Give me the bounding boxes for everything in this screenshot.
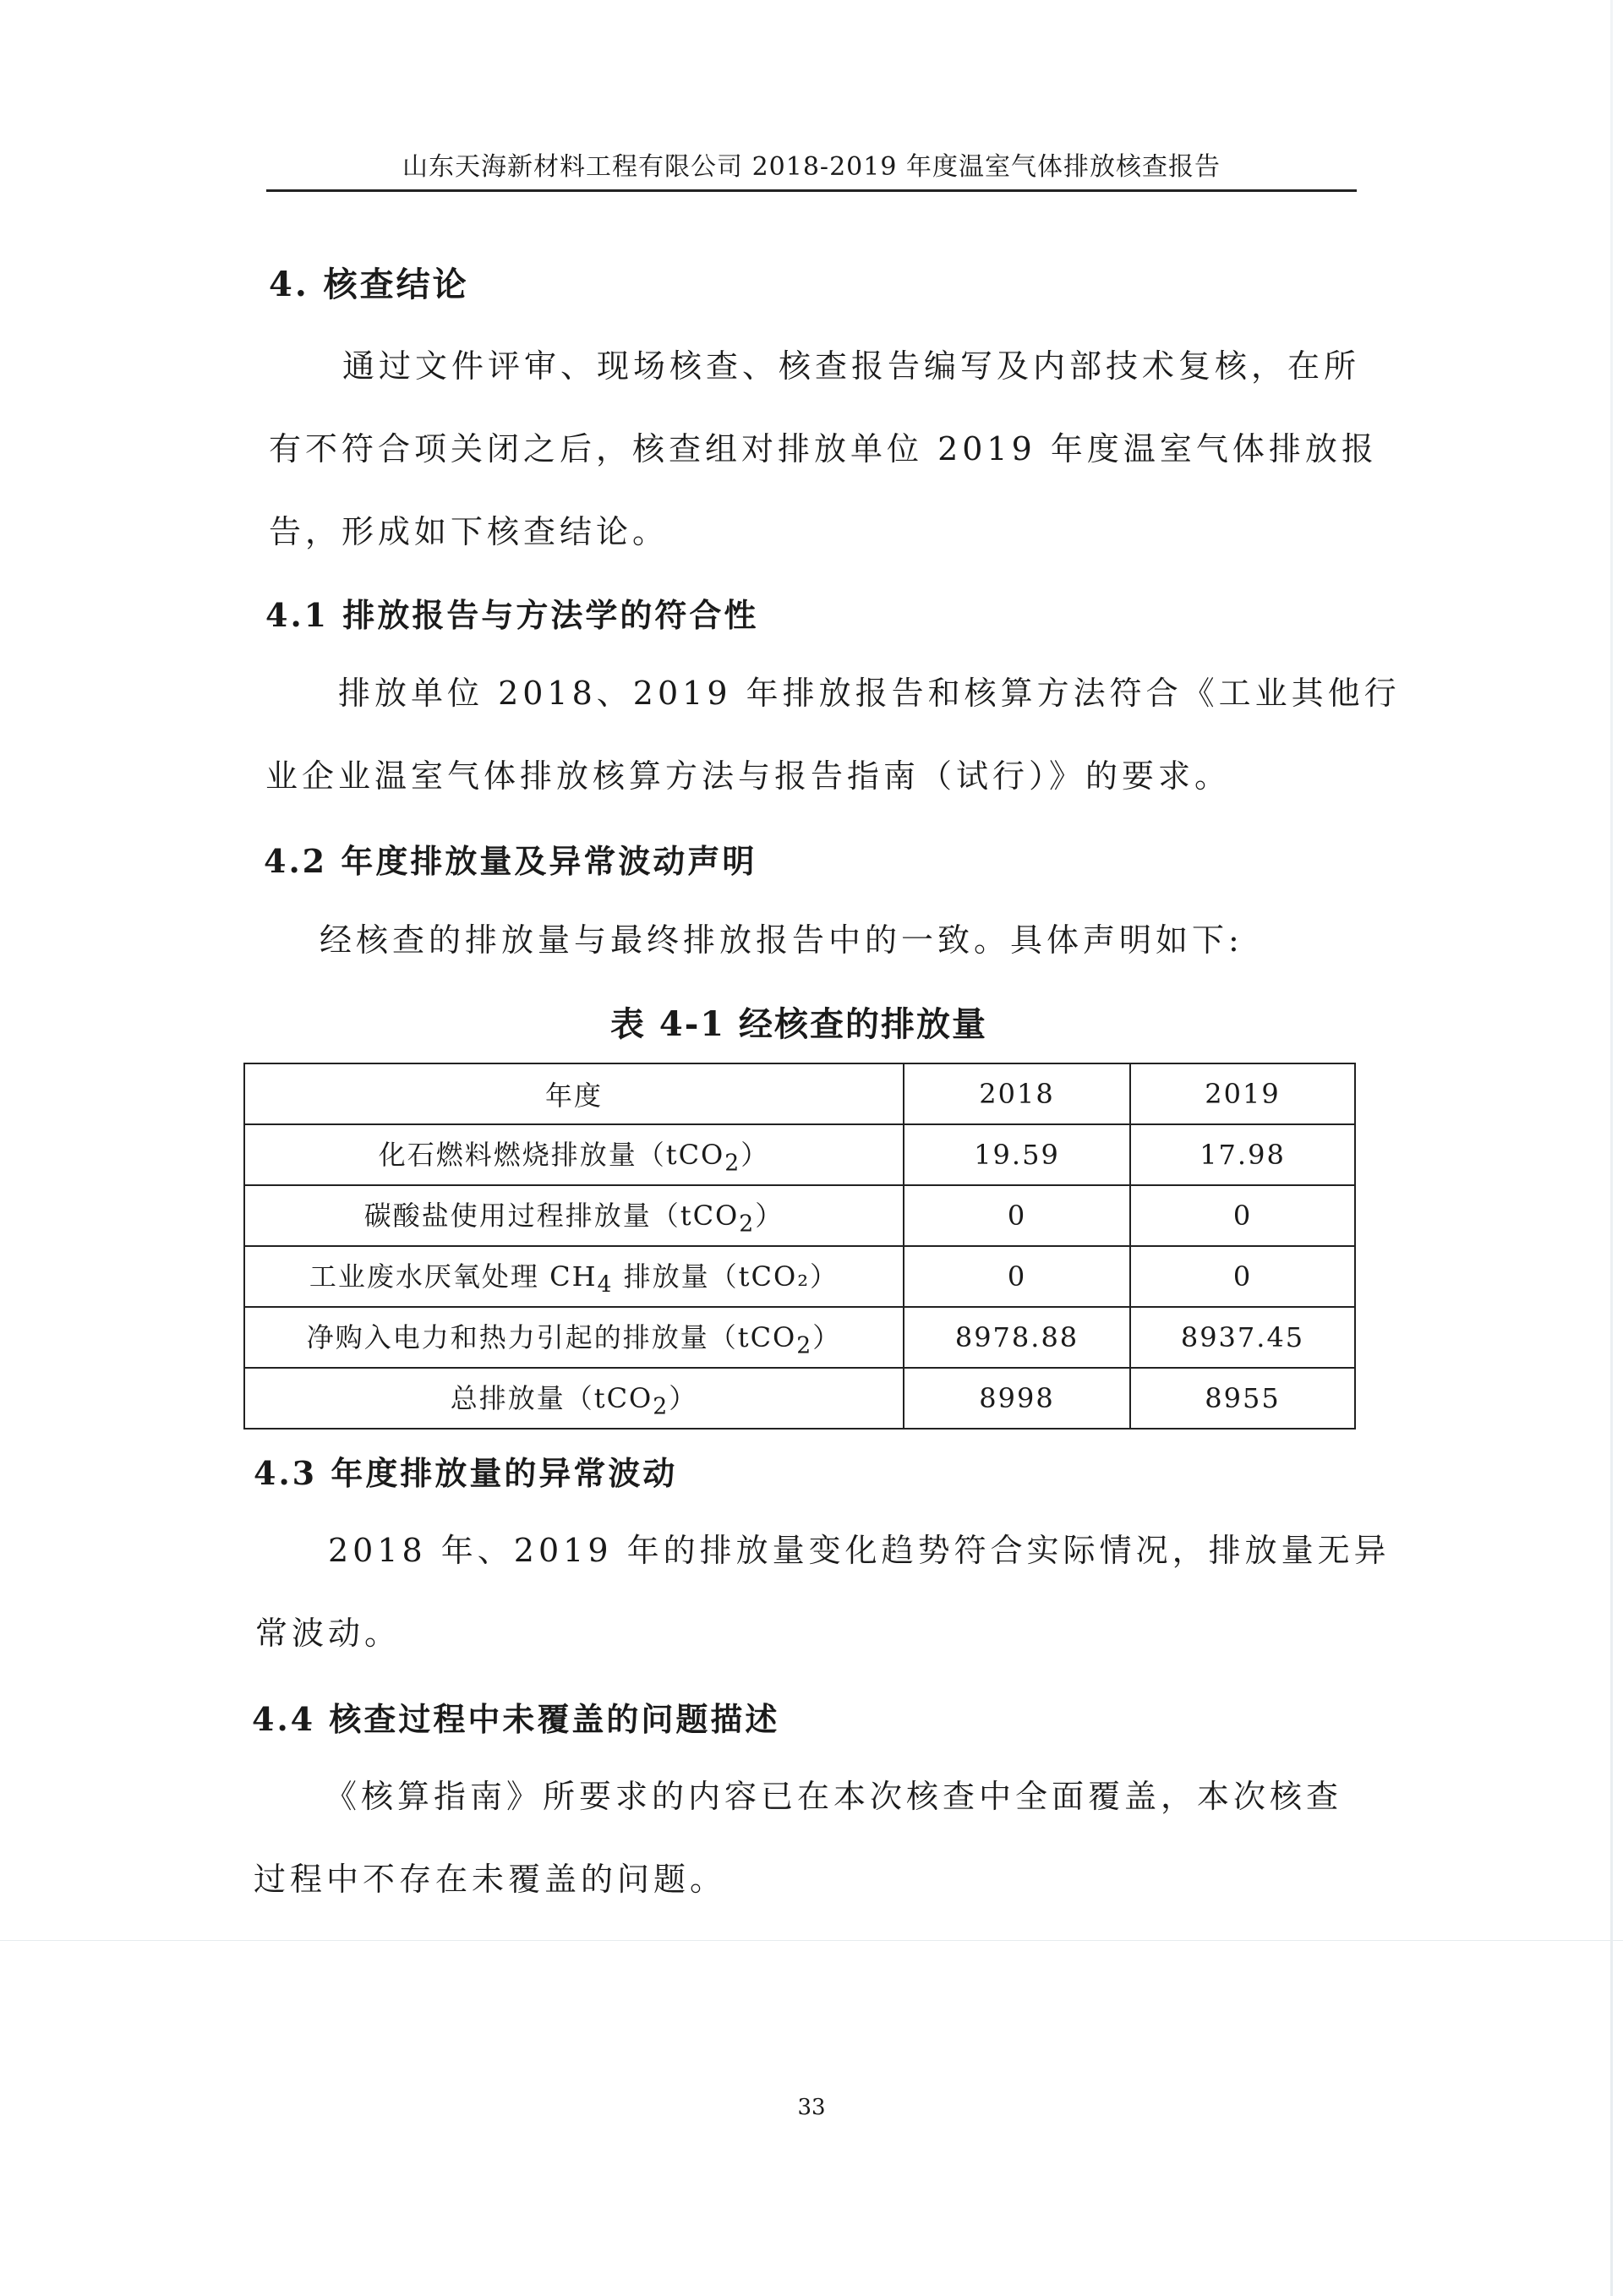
table-row xyxy=(244,1246,1355,1307)
section-4-line-1: 通过文件评审、现场核查、核查报告编写及内部技术复核，在所 xyxy=(342,347,1361,385)
row-label: 净购入电力和热力引起的排放量（tCO$_2$） xyxy=(244,1307,904,1368)
table-row xyxy=(244,1307,1355,1368)
section-4-1-line-1: 排放单位 2018、2019 年排放报告和核算方法符合《工业其他行 xyxy=(338,675,1401,712)
row-value-2019: 0 xyxy=(1130,1246,1355,1307)
section-4-3-line-2: 常波动。 xyxy=(255,1615,402,1652)
row-value-2019: 8955 xyxy=(1130,1368,1355,1429)
row-value-2018: 8998 xyxy=(904,1368,1130,1429)
section-heading-4-3: 4.3 年度排放量的异常波动 xyxy=(254,1454,678,1492)
section-4-2-line-1: 经核查的排放量与最终排放报告中的一致。具体声明如下: xyxy=(320,921,1243,959)
row-label: 化石燃料燃烧排放量（tCO$_2$） xyxy=(244,1124,904,1185)
section-4-3-line-1: 2018 年、2019 年的排放量变化趋势符合实际情况，排放量无异 xyxy=(328,1532,1391,1569)
section-heading-4-4: 4.4 核查过程中未覆盖的问题描述 xyxy=(252,1700,780,1738)
row-label: 工业废水厌氧处理 $CH_4$ 排放量（tCO₂） xyxy=(244,1246,904,1307)
row-value-2019: 17.98 xyxy=(1130,1124,1355,1185)
scan-edge xyxy=(1610,0,1613,2296)
table-row xyxy=(244,1124,1355,1185)
section-4-4-line-2: 过程中不存在未覆盖的问题。 xyxy=(254,1861,727,1898)
scan-artifact-line xyxy=(0,1940,1623,1941)
section-4-line-2: 有不符合项关闭之后，核查组对排放单位 2019 年度温室气体排放报 xyxy=(269,430,1378,467)
section-heading-4-2: 4.2 年度排放量及异常波动声明 xyxy=(264,842,757,880)
row-label: 总排放量（tCO$_2$） xyxy=(244,1368,904,1429)
table-row-total xyxy=(244,1368,1355,1429)
row-value-2019: 0 xyxy=(1130,1185,1355,1246)
section-4-1-line-2: 业企业温室气体排放核算方法与报告指南（试行）》的要求。 xyxy=(265,757,1232,795)
section-heading-4: 4. 核查结论 xyxy=(269,265,469,304)
section-4-4-line-1: 《核算指南》所要求的内容已在本次核查中全面覆盖，本次核查 xyxy=(325,1778,1343,1815)
row-value-2019: 8937.45 xyxy=(1130,1307,1355,1368)
table-caption: 表 4-1 经核查的排放量 xyxy=(609,1004,988,1044)
row-value-2018: 0 xyxy=(904,1246,1130,1307)
row-label: 碳酸盐使用过程排放量（tCO$_2$） xyxy=(244,1185,904,1246)
header-cell-2019: 2019 xyxy=(1130,1063,1355,1124)
header-cell-year: 年度 xyxy=(244,1063,904,1124)
section-4-line-3: 告，形成如下核查结论。 xyxy=(269,513,669,550)
emissions-table xyxy=(243,1063,1356,1430)
page-number: 33 xyxy=(797,2095,826,2120)
running-header: 山东天海新材料工程有限公司 2018-2019 年度温室气体排放核查报告 xyxy=(402,152,1221,182)
section-heading-4-1: 4.1 排放报告与方法学的符合性 xyxy=(265,596,759,634)
table-header-row xyxy=(244,1063,1355,1124)
row-value-2018: 0 xyxy=(904,1185,1130,1246)
header-rule xyxy=(266,189,1357,192)
table-row xyxy=(244,1185,1355,1246)
row-value-2018: 8978.88 xyxy=(904,1307,1130,1368)
header-cell-2018: 2018 xyxy=(904,1063,1130,1124)
row-value-2018: 19.59 xyxy=(904,1124,1130,1185)
